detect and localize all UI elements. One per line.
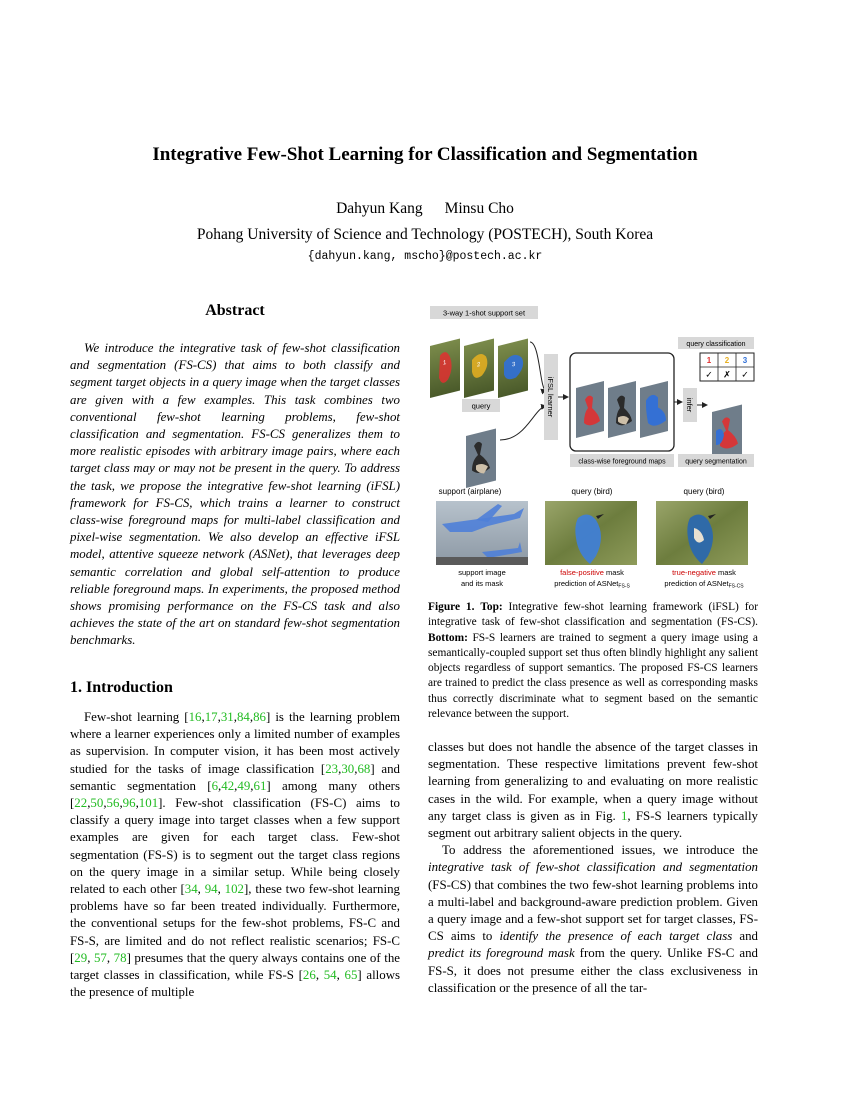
- text-run: (FS-CS) that combines the two few-shot learning problems into a multi-label and background-aware prediction problem. Given a query image and a few-shot support set for target classes, FS-CS aims to: [428, 877, 758, 944]
- arrow-support-to-learner: [530, 342, 546, 390]
- caption-top-label: Top:: [480, 601, 503, 613]
- support-set-label: 3-way 1-shot support set: [442, 308, 526, 318]
- text-run: ,: [103, 796, 107, 811]
- text-run: from the query. Unlike FS-C and FS-S, it does not presume either the class exclusiveness in classification or the presence of all the tar-: [428, 946, 758, 995]
- query-label: query: [471, 401, 491, 411]
- bottom-caption-support-line1: support image: [458, 568, 506, 577]
- class-number-2: 2: [724, 356, 730, 365]
- citation-ref[interactable]: 29: [74, 950, 88, 965]
- query-image: [466, 429, 496, 488]
- text-run: ,: [217, 882, 225, 897]
- intro-heading: 1. Introduction: [70, 679, 173, 696]
- support-airplane-image: [436, 501, 528, 565]
- citation-ref[interactable]: 23: [325, 761, 339, 776]
- support-image-1: [430, 339, 460, 398]
- citation-ref[interactable]: 101: [138, 796, 159, 811]
- bottom-caption-fss-line2: [554, 579, 630, 590]
- text-run: ], these two few-shot learning problems have so far been treated individually. Furthermore, the conventional setups for the few-shot problems, FS-C and FS-S, are limited and do not reflect realistic scenarios; FS-C [: [70, 882, 400, 965]
- citation-ref[interactable]: 102: [224, 882, 244, 897]
- foreground-map-1: [576, 381, 604, 438]
- citation-ref[interactable]: 94: [204, 882, 218, 897]
- check-icon: ✓: [741, 370, 749, 381]
- email: {dahyun.kang, mscho}@postech.ac.kr: [307, 250, 543, 263]
- support-image-2: [464, 339, 494, 398]
- bottom-caption-fscs-line2: [664, 579, 744, 590]
- citation-ref[interactable]: 31: [220, 710, 234, 724]
- citation-ref[interactable]: 26: [302, 968, 316, 983]
- text-run: ,: [119, 796, 123, 811]
- class-number-3: 3: [742, 356, 748, 365]
- bottom-caption-fss-line1: [560, 568, 624, 577]
- text-run: predict its foreground mask: [428, 946, 575, 961]
- text-run: identify the presence of each target class: [499, 929, 733, 944]
- text-run: ,: [354, 761, 358, 776]
- citation-ref[interactable]: 78: [113, 950, 127, 965]
- author-name: Dahyun Kang: [336, 200, 423, 217]
- query-seg-label: query segmentation: [685, 458, 747, 466]
- intro-paragraph-1: [70, 709, 400, 1001]
- citation-ref[interactable]: 49: [237, 778, 251, 793]
- intro-paragraph-3: [428, 842, 758, 997]
- query-bird-fs-cs-image: [656, 501, 748, 565]
- text-run: To address the aforementioned issues, we introduce the: [442, 843, 758, 858]
- text-run: , FS-S learners typically segment out arbitrary salient objects in the query.: [428, 808, 759, 841]
- abstract-text: We introduce the integrative task of few-shot classification and segmentation (FS-CS) that aims to both classify and segment target objects in a query image when the target classes are given with a few examples. This task combines two conventional few-shot learning problems, few-shot classification and segmentation. FS-CS generalizes them to more realistic episodes with arbitrary image pairs, where each target class may or may not be present in the query. To address the task, we propose the integrative few-shot learning (iFSL) framework for FS-CS, which trains a learner to construct class-wise foreground maps for multi-label classification and pixel-wise segmentation. We also develop an effective iFSL model, attentive squeeze network (ASNet), that leverages deep semantic correlation and global self-attention to produce reliable foreground maps. In experiments, the proposed method shows promising performance on the FS-CS task and also achieves the state of the art on standard few-shot segmentation benchmarks.: [70, 341, 400, 648]
- mask-word: mask: [603, 568, 624, 577]
- citation-ref[interactable]: 6: [211, 778, 219, 793]
- intro-right-column: [428, 739, 758, 997]
- text-run: ,: [201, 710, 205, 724]
- citation-ref[interactable]: 86: [253, 710, 266, 724]
- learner-label: iFSL learner: [546, 376, 555, 418]
- text-run: ,: [233, 710, 237, 724]
- class-number-1: 1: [706, 356, 712, 365]
- intro-paragraph-2: [428, 739, 758, 842]
- true-negative-label: true-negative: [672, 568, 716, 577]
- bottom-header-support: support (airplane): [438, 487, 502, 496]
- abstract-heading: Abstract: [205, 302, 265, 319]
- citation-ref[interactable]: 84: [236, 710, 250, 724]
- infer-label: infer: [685, 397, 694, 413]
- svg-text:2: 2: [477, 361, 481, 369]
- text-run: integrative task of few-shot classification and segmentation: [428, 860, 758, 875]
- citation-ref[interactable]: 68: [357, 761, 371, 776]
- text-run: ,: [338, 761, 342, 776]
- svg-text:3: 3: [512, 360, 516, 369]
- text-run: ,: [106, 950, 114, 965]
- text-run: ,: [87, 950, 94, 965]
- citation-ref[interactable]: 50: [90, 796, 104, 811]
- author-name: Minsu Cho: [444, 200, 514, 217]
- check-icon: ✓: [705, 370, 713, 381]
- citation-ref[interactable]: 42: [221, 778, 235, 793]
- caption-bottom-label: Bottom:: [428, 631, 468, 644]
- paper-title: Integrative Few-Shot Learning for Classification and Segmentation: [152, 144, 698, 165]
- prediction-label: prediction of ASNet: [664, 579, 729, 588]
- caption-label: Figure 1.: [428, 601, 475, 613]
- text-run: ,: [315, 968, 324, 983]
- text-run: ]. Few-shot classification (FS-C) aims to classify a query image into target classes when a few support examples are given for each target class. Few-shot segmentation (FS-S) is to segment out the target class regions on the query image in a similar setup. While being closely related to each other [: [70, 796, 400, 897]
- text-run: ,: [249, 710, 254, 724]
- query-bird-fs-s-image: [545, 501, 637, 565]
- bottom-header-query-2: query (bird): [683, 487, 725, 496]
- text-run: ,: [250, 778, 254, 793]
- affiliation: Pohang University of Science and Technology (POSTECH), South Korea: [196, 226, 654, 243]
- text-run: ,: [336, 968, 345, 983]
- query-classification-label: query classification: [686, 341, 746, 348]
- text-run: ,: [234, 778, 238, 793]
- citation-ref[interactable]: 56: [106, 796, 120, 811]
- fscs-subscript: FS-CS: [728, 583, 744, 590]
- text-run: ] allows the presence of multiple: [70, 968, 401, 1000]
- text-run: ] among many others [: [70, 778, 400, 811]
- citation-ref[interactable]: 57: [93, 950, 107, 965]
- figure-caption: [428, 600, 758, 722]
- support-image-3: [498, 339, 528, 398]
- bottom-header-query-1: query (bird): [571, 487, 613, 496]
- citation-ref[interactable]: 54: [323, 968, 337, 983]
- fss-subscript: FS-S: [618, 583, 630, 590]
- citation-ref[interactable]: 22: [74, 796, 88, 811]
- arrow-query-to-learner: [500, 406, 546, 440]
- foreground-map-2: [608, 381, 636, 438]
- text-run: ,: [197, 882, 205, 897]
- caption-top-text: Integrative few-shot learning framework (iFSL) for integrative task of few-shot classification and segmentation (FS-CS).: [428, 601, 758, 629]
- text-run: ] presumes that the query always contains one of the target classes in classification, while FS-S [: [70, 950, 400, 983]
- citation-ref[interactable]: 34: [184, 882, 198, 897]
- fg-maps-label: class-wise foreground maps: [578, 458, 666, 466]
- citation-ref[interactable]: 30: [341, 761, 355, 776]
- citation-ref[interactable]: 96: [122, 796, 136, 811]
- citation-ref[interactable]: 61: [253, 778, 267, 793]
- bottom-caption-fscs-line1: [672, 568, 736, 577]
- text-run: ,: [135, 796, 139, 811]
- text-run: ,: [87, 796, 91, 811]
- text-run: ,: [218, 778, 222, 793]
- text-run: ] is the learning problem where a learner experiences only a limited number of examples as supervision. In computer vision, it has been most actively studied for the tasks of image classification [: [70, 710, 400, 776]
- text-run: and: [732, 929, 758, 944]
- citation-ref[interactable]: 65: [344, 968, 358, 983]
- text-run: ] and semantic segmentation [: [70, 761, 400, 793]
- author-list: [0, 200, 850, 218]
- false-positive-label: false-positive: [560, 568, 604, 577]
- citation-ref[interactable]: 16: [188, 710, 202, 724]
- query-classification-table: [700, 353, 754, 381]
- text-run: classes but does not handle the absence of the target classes in segmentation. These respective limitations prevent few-shot learning from generalizing to and evaluating on more realistic cases in the wild. For example, when a query image without any target class is given as in Fig.: [428, 740, 758, 823]
- svg-text:1: 1: [443, 359, 447, 367]
- intro-left-column: [70, 709, 400, 1001]
- prediction-label: prediction of ASNet: [554, 579, 619, 588]
- citation-ref[interactable]: 17: [204, 710, 218, 724]
- text-run: Few-shot learning [: [84, 710, 189, 724]
- mask-word: mask: [715, 568, 736, 577]
- bottom-caption-support-line2: and its mask: [460, 579, 504, 588]
- cross-icon: ✗: [723, 370, 731, 381]
- figure-1: [428, 302, 758, 594]
- foreground-map-3: [640, 381, 668, 438]
- caption-bottom-text: FS-S learners are trained to segment a query image using a semantically-coupled support set thus often blindly highlight any salient objects regardless of support semantics. The proposed FS-CS learners are trained to predict the class presence as well as corresponding masks thus correctly discriminate what to segment based on the semantic relevance between the support.: [428, 631, 758, 721]
- text-run: ,: [217, 710, 221, 724]
- citation-ref[interactable]: 1: [620, 808, 628, 823]
